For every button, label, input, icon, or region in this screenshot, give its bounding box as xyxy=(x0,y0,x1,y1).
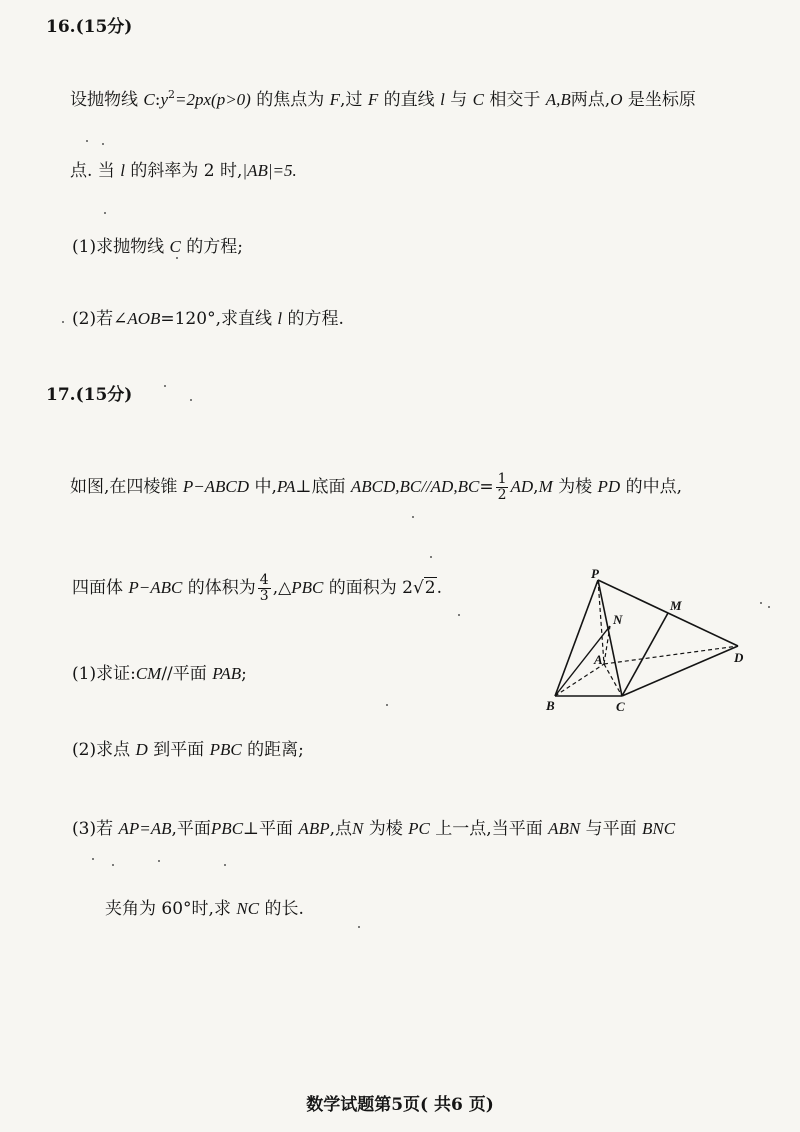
fraction-one-half: $\frac{1}{2}$ xyxy=(497,471,507,503)
scan-speck xyxy=(62,321,64,323)
scan-speck xyxy=(176,257,178,259)
scan-speck xyxy=(458,614,460,616)
scan-speck xyxy=(86,140,88,142)
q16-stem-line2: 点. 当 l 的斜率为 2 时,|AB|=5. xyxy=(70,161,297,181)
scan-speck xyxy=(430,556,432,558)
q17-part1: (1)求证:CM//平面 PAB; xyxy=(72,664,247,684)
label-N: N xyxy=(613,612,623,627)
q17-part3-line1: (3)若 AP=AB,平面PBC⊥平面 ABP,点N 为棱 PC 上一点,当平面 ABN 与平面 BNC xyxy=(72,819,676,839)
label-B: B xyxy=(546,698,555,713)
scan-speck xyxy=(224,864,226,866)
q16-part2: (2)若∠AOB=120°,求直线 l 的方程. xyxy=(72,309,344,329)
scan-speck xyxy=(102,143,104,145)
scan-speck xyxy=(412,516,414,518)
scan-speck xyxy=(768,606,770,608)
pyramid-figure xyxy=(540,566,780,716)
label-P: P xyxy=(591,566,599,581)
q16-part1: (1)求抛物线 C 的方程; xyxy=(72,237,243,257)
q17-heading: 17.(15分) xyxy=(46,385,133,405)
label-A: A xyxy=(594,652,603,667)
scan-speck xyxy=(164,385,166,387)
scan-speck xyxy=(190,399,192,401)
label-M: M xyxy=(670,598,682,613)
q16-stem-line1: 设抛物线 $C:y^2=2px(p>0)$ 的焦点为 F,过 F 的直线 l 与 C 相交于 A,B两点,O 是坐标原 xyxy=(70,88,696,110)
scan-speck xyxy=(92,858,94,860)
segment-CM xyxy=(622,613,668,696)
edge-CD xyxy=(622,646,738,696)
label-C: C xyxy=(616,699,625,714)
edge-AB xyxy=(555,664,604,696)
q17-part2: (2)求点 D 到平面 PBC 的距离; xyxy=(72,740,304,760)
q17-stem-line1: 如图,在四棱锥 P−ABCD 中,PA⊥底面 ABCD,BC//AD,BC= $\frac{1}{2}$ AD,M 为棱 PD 的中点, xyxy=(70,471,683,503)
page-footer: 数学试题第5页( 共6 页) xyxy=(306,1095,494,1115)
scan-speck xyxy=(104,212,106,214)
scan-speck xyxy=(386,704,388,706)
q17-part3-line2: 夹角为 60°时,求 NC 的长. xyxy=(105,899,304,919)
scan-speck xyxy=(158,860,160,862)
scan-speck xyxy=(760,602,762,604)
fraction-four-thirds: $\frac{4}{3}$ xyxy=(259,572,269,604)
scan-speck xyxy=(358,926,360,928)
q16-heading: 16.(15分) xyxy=(46,17,133,37)
q17-stem-line2: 四面体 P−ABC 的体积为 $\frac{4}{3}$ ,△PBC 的面积为 2√2. xyxy=(72,572,443,604)
scan-speck xyxy=(112,864,114,866)
label-D: D xyxy=(734,650,744,665)
edge-PB xyxy=(555,580,598,696)
